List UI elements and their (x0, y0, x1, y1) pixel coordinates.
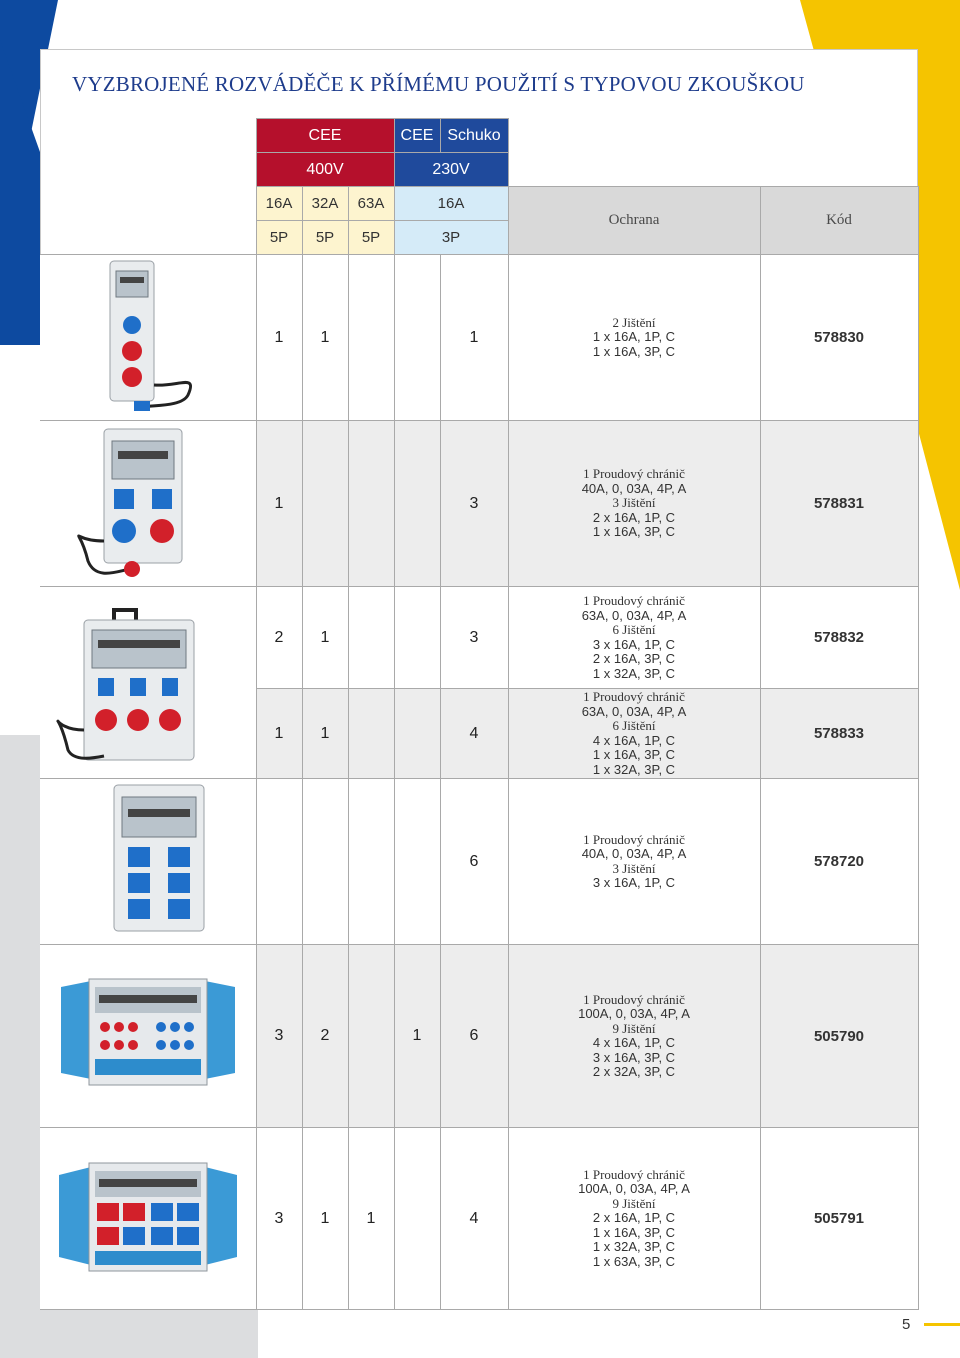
prot-line: 1 Proudový chránič (583, 991, 685, 1007)
page-number: 5 (902, 1316, 911, 1333)
header-cee-230: CEE (394, 119, 440, 153)
header-5p-16: 5P (256, 221, 302, 255)
page-title: VYZBROJENÉ ROZVÁDĚČE K PŘÍMÉMU POUŽITÍ S TYPOVOU ZKOUŠKOU (72, 72, 805, 96)
prot-line: 1 Proudový chránič (583, 593, 685, 608)
distribution-board-icon (48, 421, 248, 581)
cell-ochrana (508, 421, 760, 587)
table-row (40, 587, 918, 689)
cell-32a: 1 (302, 689, 348, 779)
cell-16a (256, 779, 302, 945)
cell-16a: 3 (256, 945, 302, 1128)
header-63a: 63A (348, 187, 394, 221)
cell-kod: 578833 (760, 689, 918, 779)
cell-schuko: 3 (440, 587, 508, 689)
prot-line: 2 Jištění (612, 314, 656, 330)
prot-line: 6 Jištění (612, 718, 656, 733)
header-schuko: Schuko (440, 119, 508, 153)
cell-63a (348, 945, 394, 1128)
header-5p-32: 5P (302, 221, 348, 255)
cell-16a: 1 (256, 421, 302, 587)
cell-63a (348, 689, 394, 779)
cell-63a (348, 779, 394, 945)
prot-line: 1 Proudový chránič (583, 831, 685, 847)
distribution-board-icon (48, 590, 248, 770)
prot-line: 40A, 0, 03A, 4P, A (581, 480, 687, 496)
header-ochrana: Ochrana (508, 187, 760, 255)
cell-kod: 578832 (760, 587, 918, 689)
cell-32a: 1 (302, 1128, 348, 1310)
product-image-578832 (40, 587, 256, 779)
header-5p-63: 5P (348, 221, 394, 255)
table-row (40, 779, 918, 945)
prot-line: 1 x 16A, 1P, C (592, 329, 676, 345)
prot-line: 3 Jištění (612, 860, 656, 876)
cell-schuko: 3 (440, 421, 508, 587)
prot-line: 9 Jištění (612, 1020, 656, 1036)
product-image-505790 (40, 945, 256, 1128)
product-table (40, 118, 919, 1310)
prot-line: 3 x 16A, 1P, C (592, 875, 676, 890)
prot-line: 2 x 16A, 1P, C (592, 509, 676, 525)
prot-line: 4 x 16A, 1P, C (592, 1035, 676, 1050)
cell-cee-230 (394, 421, 440, 587)
header-16a-230: 16A (394, 187, 508, 221)
prot-line: 3 Jištění (612, 495, 656, 511)
header-32a: 32A (302, 187, 348, 221)
cell-schuko: 6 (440, 779, 508, 945)
cell-ochrana (508, 945, 760, 1128)
cell-cee-230 (394, 1128, 440, 1310)
prot-line: 3 x 16A, 1P, C (592, 636, 676, 652)
cell-schuko: 1 (440, 255, 508, 421)
cell-schuko: 4 (440, 1128, 508, 1310)
prot-line: 63A, 0, 03A, 4P, A (581, 703, 687, 719)
cell-kod: 578831 (760, 421, 918, 587)
product-image-578830 (40, 255, 256, 421)
distribution-board-icon (43, 959, 253, 1109)
prot-line: 6 Jištění (612, 622, 656, 637)
prot-line: 2 x 16A, 3P, C (592, 651, 676, 666)
cell-ochrana (508, 1128, 760, 1310)
page-number-line (924, 1323, 960, 1326)
product-image-578831 (40, 421, 256, 587)
prot-line: 1 Proudový chránič (583, 1166, 685, 1182)
cell-63a (348, 587, 394, 689)
cell-16a: 1 (256, 689, 302, 779)
table-row (40, 421, 918, 587)
distribution-board-icon (48, 779, 248, 939)
prot-line: 1 x 32A, 3P, C (592, 761, 676, 777)
cell-63a: 1 (348, 1128, 394, 1310)
prot-line: 1 x 32A, 3P, C (592, 1239, 676, 1255)
prot-line: 2 x 32A, 3P, C (592, 1064, 676, 1079)
table-row (40, 1128, 918, 1310)
header-blank (508, 119, 918, 187)
cell-32a: 2 (302, 945, 348, 1128)
header-cee-400: CEE (256, 119, 394, 153)
header-spacer (40, 119, 256, 255)
cell-32a (302, 421, 348, 587)
header-kod: Kód (760, 187, 918, 255)
cell-ochrana (508, 689, 760, 779)
cell-kod: 578830 (760, 255, 918, 421)
cell-63a (348, 421, 394, 587)
cell-16a: 1 (256, 255, 302, 421)
prot-line: 1 Proudový chránič (583, 689, 685, 704)
cell-kod: 578720 (760, 779, 918, 945)
prot-line: 1 Proudový chránič (583, 466, 685, 482)
cell-schuko: 6 (440, 945, 508, 1128)
prot-line: 1 x 16A, 3P, C (592, 1224, 676, 1240)
prot-line: 9 Jištění (612, 1195, 656, 1211)
distribution-board-icon (48, 255, 248, 415)
cell-ochrana (508, 255, 760, 421)
prot-line: 1 x 16A, 3P, C (592, 343, 676, 359)
prot-line: 100A, 0, 03A, 4P, A (578, 1006, 690, 1021)
cell-32a: 1 (302, 255, 348, 421)
product-image-505791 (40, 1128, 256, 1310)
prot-line: 1 x 32A, 3P, C (592, 665, 676, 681)
header-voltage-230: 230V (394, 153, 508, 187)
prot-line: 1 x 16A, 3P, C (592, 524, 676, 540)
prot-line: 4 x 16A, 1P, C (592, 732, 676, 748)
header-voltage-400: 400V (256, 153, 394, 187)
prot-line: 40A, 0, 03A, 4P, A (581, 846, 687, 861)
cell-kod: 505790 (760, 945, 918, 1128)
table-row (40, 255, 918, 421)
prot-line: 2 x 16A, 1P, C (592, 1210, 676, 1226)
distribution-board-icon (43, 1141, 253, 1291)
header-16a: 16A (256, 187, 302, 221)
cell-16a: 3 (256, 1128, 302, 1310)
cell-32a (302, 779, 348, 945)
cell-cee-230: 1 (394, 945, 440, 1128)
prot-line: 63A, 0, 03A, 4P, A (581, 607, 687, 623)
cell-ochrana (508, 779, 760, 945)
cell-ochrana (508, 587, 760, 689)
cell-kod: 505791 (760, 1128, 918, 1310)
cell-cee-230 (394, 587, 440, 689)
cell-16a: 2 (256, 587, 302, 689)
cell-cee-230 (394, 779, 440, 945)
product-image-578720 (40, 779, 256, 945)
prot-line: 1 x 63A, 3P, C (592, 1253, 676, 1269)
cell-schuko: 4 (440, 689, 508, 779)
table-row (40, 945, 918, 1128)
header-3p: 3P (394, 221, 508, 255)
cell-cee-230 (394, 689, 440, 779)
prot-line: 100A, 0, 03A, 4P, A (578, 1181, 690, 1197)
prot-line: 3 x 16A, 3P, C (592, 1049, 676, 1065)
cell-63a (348, 255, 394, 421)
prot-line: 1 x 16A, 3P, C (592, 747, 676, 762)
cell-cee-230 (394, 255, 440, 421)
cell-32a: 1 (302, 587, 348, 689)
